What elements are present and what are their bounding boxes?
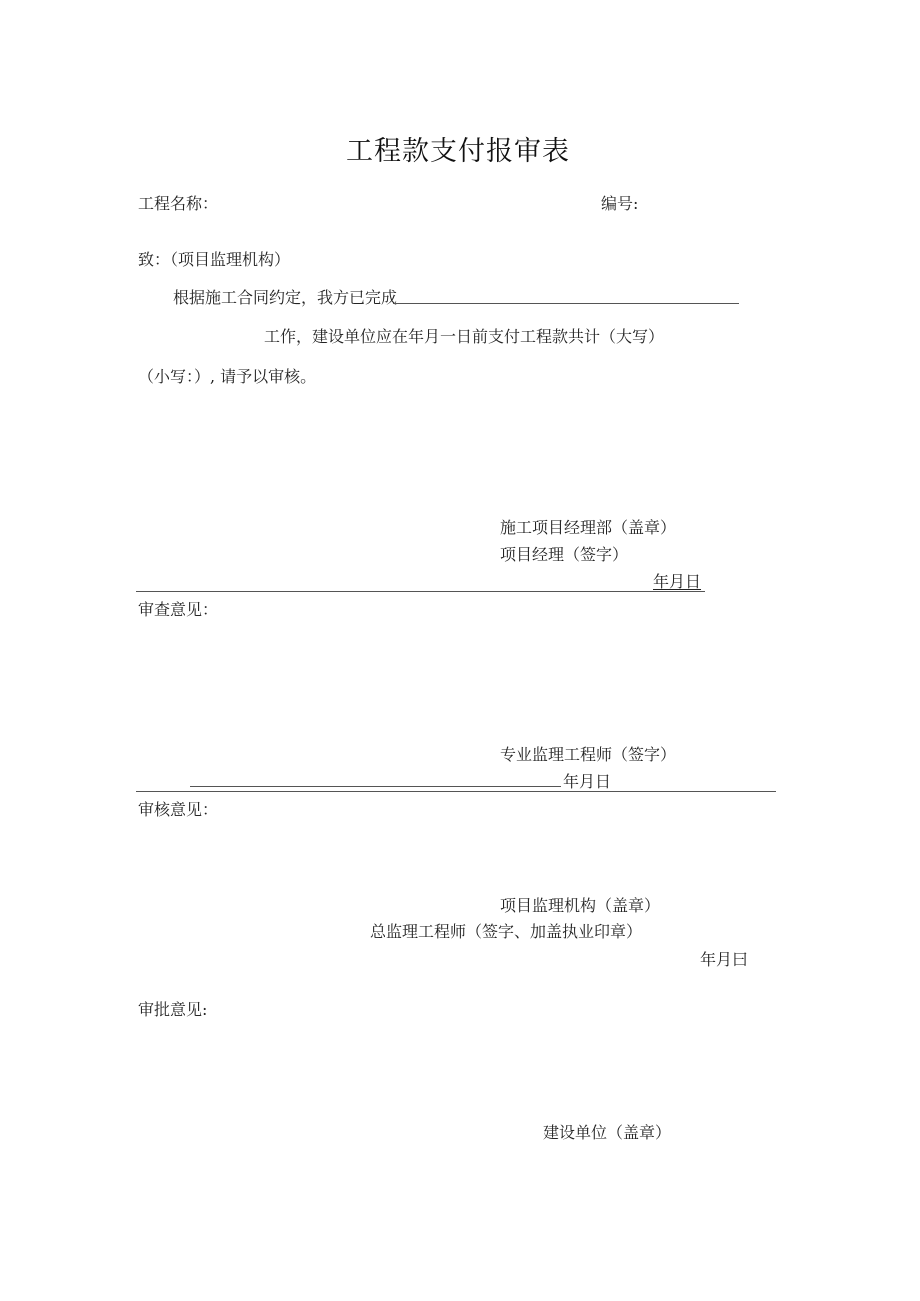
contractor-stamp-label: 施工项目经理部（盖章） bbox=[500, 518, 677, 537]
body-line-2: 工作，建设单位应在年月一日前支付工程款共计（大写） bbox=[264, 327, 665, 346]
form-number-label: 编号: bbox=[601, 194, 639, 213]
audit-opinion-label: 审核意见： bbox=[138, 800, 219, 819]
review-opinion-label: 审查意见： bbox=[138, 600, 219, 619]
supervision-stamp-label: 项目监理机构（盖章） bbox=[500, 896, 661, 915]
chief-engineer-signature-label: 总监理工程师（签字、加盖执业印章） bbox=[370, 922, 643, 941]
review-date-label: 年月日 bbox=[563, 772, 612, 791]
review-date-blank bbox=[190, 786, 561, 787]
section-divider-2 bbox=[136, 791, 776, 792]
addressee-line: 致：（项目监理机构） bbox=[138, 250, 291, 269]
body-line-3: （小写：）, 请予以审核。 bbox=[138, 367, 317, 386]
engineer-signature-label: 专业监理工程师（签字） bbox=[500, 745, 677, 764]
section-divider-1 bbox=[136, 591, 705, 592]
approval-opinion-label: 审批意见: bbox=[138, 1000, 208, 1019]
project-name-label: 工程名称： bbox=[138, 194, 219, 213]
contractor-date-label: 年月日 bbox=[653, 572, 702, 591]
body-line-1: 根据施工合同约定，我方已完成 bbox=[173, 288, 398, 307]
audit-date-label: 年月曰 bbox=[700, 950, 749, 969]
project-manager-signature-label: 项目经理（签字） bbox=[500, 545, 629, 564]
owner-stamp-label: 建设单位（盖章） bbox=[543, 1123, 672, 1142]
form-title: 工程款支付报审表 bbox=[346, 136, 570, 167]
work-description-blank bbox=[393, 303, 739, 304]
